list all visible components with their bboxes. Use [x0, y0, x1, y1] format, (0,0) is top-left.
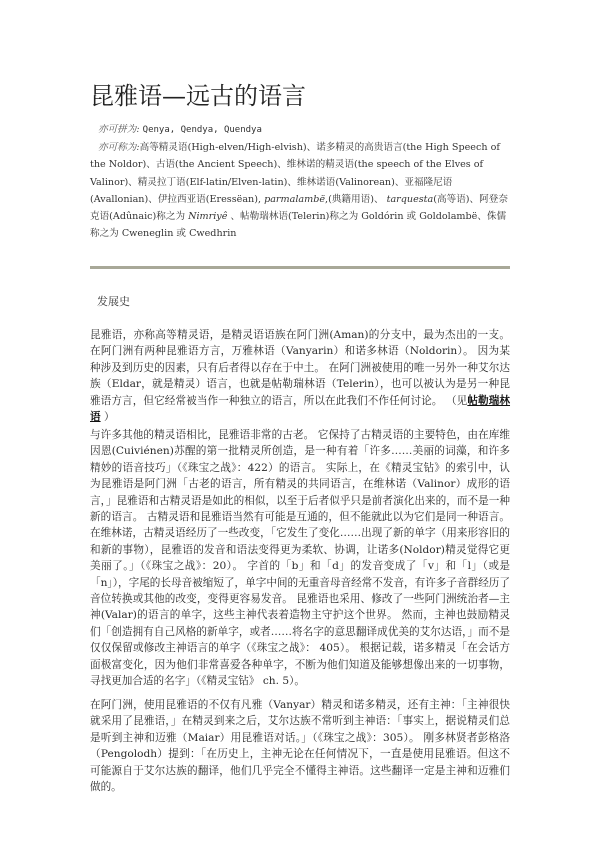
paragraph-1 [90, 327, 510, 425]
paragraph-1-end: ） [100, 411, 115, 424]
alt-names-text-2: ,(典籍用语)、 [325, 193, 387, 205]
aliases-block [90, 121, 510, 242]
paragraph-1-text: 昆雅语，亦称高等精灵语，是精灵语语族在阿门洲(Aman)的分支中，最为杰出的一支。 在阿门洲有两种昆雅语方言，万雅林语（Vanyarin）和诺多林语（Noldorin）。 因为某种涉及到历史的因素，只有后者得以存在于中土。 在阿门洲被使用的唯一另外一种艾尔达族（Eldar，就是精灵）语言，也就是帖勒瑞林语（Telerin），也可以被认为是另一种昆雅语方言，但它经常被当作一种独立的语言，所以在此我们不作任何讨论。 （见 [90, 329, 510, 407]
paragraph-2-text: 与许多其他的精灵语相比，昆雅语非常的古老。 它保持了古精灵语的主要特色，由在库维因恩(Cuiviénen)苏醒的第一批精灵所创造，是一种有着「许多……美丽的词藻，和许多精妙的语音技巧」（《珠宝之战》：422）的语言。 实际上，在《精灵宝钻》的索引中，认为昆雅语是阿门洲「古老的语言，所有精灵的共同语言，在维林诺（Valinor）成形的语言，」昆雅语和古精灵语是如此的相似，以至于后者似乎只是前者演化出来的，而不是一种新的语言。 古精灵语和昆雅语当然有可能是互通的，但不能就此以为它们是同一种语言。 在维林诺，古精灵语经历了一些改变，「它发生了变化……出现了新的单字（用来形容旧的和新的事物），昆雅语的发音和语法变得更为柔软、协调，让诺多(Noldor)精灵觉得它更美丽了。」（《珠宝之战》：20）。 字首的「b」和「d」的发音变成了「v」和「l」（或是「n」），字尾的长母音被缩短了，单字中间的无重音母音经常不发音，有许多子音群经历了音位转换或其他的改变，变得更容易发音。 昆雅语也采用、修改了一些阿门洲统治者—主神(Valar)的语言的单字，这些主神代表着造物主守护这个世界。 然而，主神也鼓励精灵们「创造拥有自己风格的新单字，或者……将名字的意思翻译成优美的艾尔达语，」而不是仅仅保留或修改主神语言的单字（《珠宝之战》： 405）。 根据记载，诺多精灵「在会话方面极富变化，因为他们非常喜爱各种单字，不断为他们知道及能够想像出来的一切事物，寻找更加合适的名字」（《精灵宝钻》 ch. 5）。 [90, 429, 510, 688]
alt-name-parmalambe: parmalambë [264, 193, 326, 205]
alt-names-line [90, 139, 510, 242]
alt-name-tarquesta: tarquesta [386, 193, 434, 205]
section-divider [90, 266, 510, 269]
alt-spelling-label: 亦可拼为: [98, 124, 140, 135]
telerin-link[interactable]: 帖勒瑞林语 [90, 394, 511, 424]
paragraph-3-text: 在阿门洲，使用昆雅语的不仅有凡雅（Vanyar）精灵和诺多精灵，还有主神：「主神很快就采用了昆雅语，」在精灵到来之后，艾尔达族不常听到主神语：「事实上，据说精灵们总是听到主神和迈雅（Maiar）用昆雅语对话。」（《珠宝之战》：305）。 刚多林贤者彭格洛（Pengolodh）提到：「在历史上，主神无论在任何情况下，一直是使用昆雅语。但这不可能源自于艾尔达族的翻译，他们几乎完全不懂得主神语。这些翻译一定是主神和迈雅们做的。 [90, 699, 510, 794]
section-heading-history: 发展史 [97, 295, 130, 308]
alt-names-text-1: 高等精灵语(High-elven/High-elvish)、诺多精灵的高贵语言(the High Speech of the Noldor)、古语(the Ancient Speech)、维林诺的精灵语(the speech of the Elves of Valinor)、精灵拉丁语(Elf-latin/Elven-latin)、维林诺语(Valinorean)、亚福隆尼语(Avallonian)、伊拉西亚语(Eressëan), [90, 142, 500, 205]
alt-spelling-value: Qenya, Qendya, Quendya [142, 125, 262, 135]
alt-spelling-line [90, 121, 510, 139]
alt-names-label: 亦可称为: [98, 142, 140, 154]
page-title: 昆雅语—远古的语言 [90, 82, 306, 110]
paragraph-3 [90, 697, 510, 795]
alt-names-text-4: 、帖勒瑞林语(Telerin)称之为 Goldórin 或 Goldolambë、侏儒称之为 Cweneglin 或 Cwedhrin [90, 211, 507, 240]
alt-name-nimriye: Nimriyê [188, 211, 228, 223]
paragraph-2 [90, 427, 510, 690]
alt-names-text-3: (高等语)、阿登奈克语(Adûnaic)称之为 [90, 193, 508, 223]
